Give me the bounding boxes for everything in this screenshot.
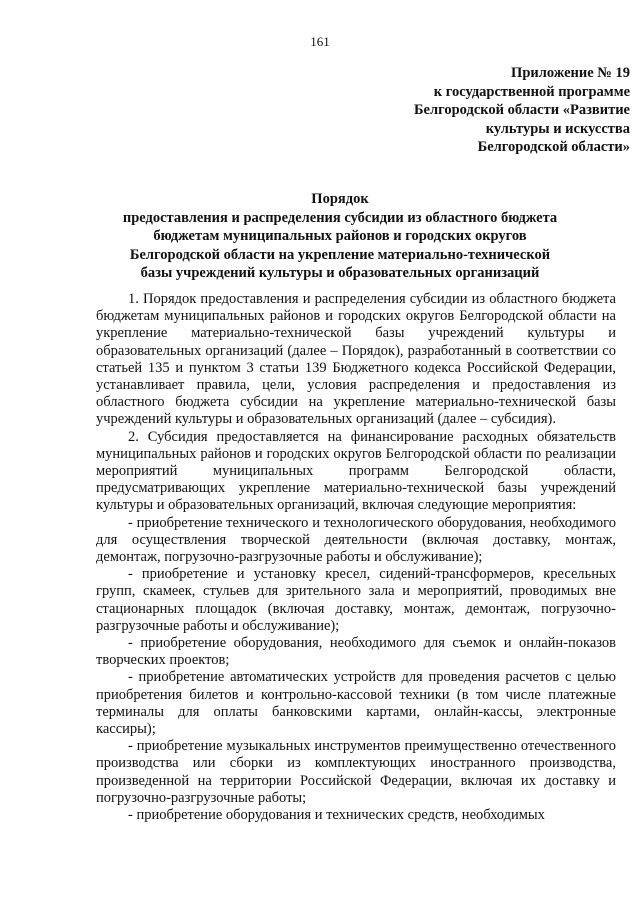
appendix-line: к государственной программе [433,83,630,100]
list-item: - приобретение музыкальных инструментов преимущественно отечественного производства или сборки из комплектующих иностранного производства, произведенной на территории Российской Федерации, включая их доставку и погрузочно-разгрузочные работы; [96,738,616,806]
paragraph-1: 1. Порядок предоставления и распределения субсидии из областного бюджета бюджетам муниципальных районов и городских округов Белгородской области на укрепление материально-технической базы учреждений культуры и образовательных организаций (далее – Порядок), разработанный в соответствии со статьей 135 и пунктом 3 статьи 139 Бюджетного кодекса Российской Федерации, устанавливает правила, цели, условия распределения и предоставления из областного бюджета субсидии на укрепление материально-технической базы учреждений культуры и образовательных организаций (далее – субсидия). [96,291,616,428]
document-title [60,190,620,283]
list-item: - приобретение технического и технологического оборудования, необходимого для осуществления творческой деятельности (включая доставку, монтаж, демонтаж, погрузочно-разгрузочные работы и обслуживание); [96,514,616,566]
list-item: - приобретение и установку кресел, сидений-трансформеров, кресельных групп, скамеек, стульев для зрительного зала и мероприятий, проводимых вне стационарных площадок (включая доставку, монтаж, демонтаж, погрузочно-разгрузочные работы и обслуживание); [96,566,616,634]
appendix-line: культуры и искусства [485,120,630,137]
title-line: Порядок [311,191,369,207]
document-body [96,291,616,824]
title-line: бюджетам муниципальных районов и городских округов [153,228,527,244]
list-item: - приобретение автоматических устройств для проведения расчетов с целью приобретения билетов и контрольно-кассовой техники (в том числе платежные терминалы для оплаты банковскими картами, онлайн-кассы, электронные кассиры); [96,669,616,738]
appendix-line: Белгородской области» [477,139,630,155]
title-line: Белгородской области на укрепление материально-технической [129,246,551,263]
page-number: 161 [310,34,330,49]
list-item: - приобретение оборудования и технических средств, необходимых [128,807,545,824]
paragraph-2: 2. Субсидия предоставляется на финансирование расходных обязательств муниципальных районов и городских округов Белгородской области по реализации мероприятий муниципальных программ Белгородской области, предусматривающих укрепление материально-технической базы учреждений культуры и образовательных организаций, включая следующие мероприятия: [96,428,616,514]
appendix-line: Приложение № 19 [511,65,630,81]
title-line: предоставления и распределения субсидии из областного бюджета [122,209,558,226]
appendix-line: Белгородской области «Развитие [413,102,630,118]
list-item: - приобретение оборудования, необходимого для съемок и онлайн-показов творческих проектов; [96,635,616,669]
title-line: базы учреждений культуры и образовательных организаций [140,265,540,281]
appendix-header [360,64,630,157]
